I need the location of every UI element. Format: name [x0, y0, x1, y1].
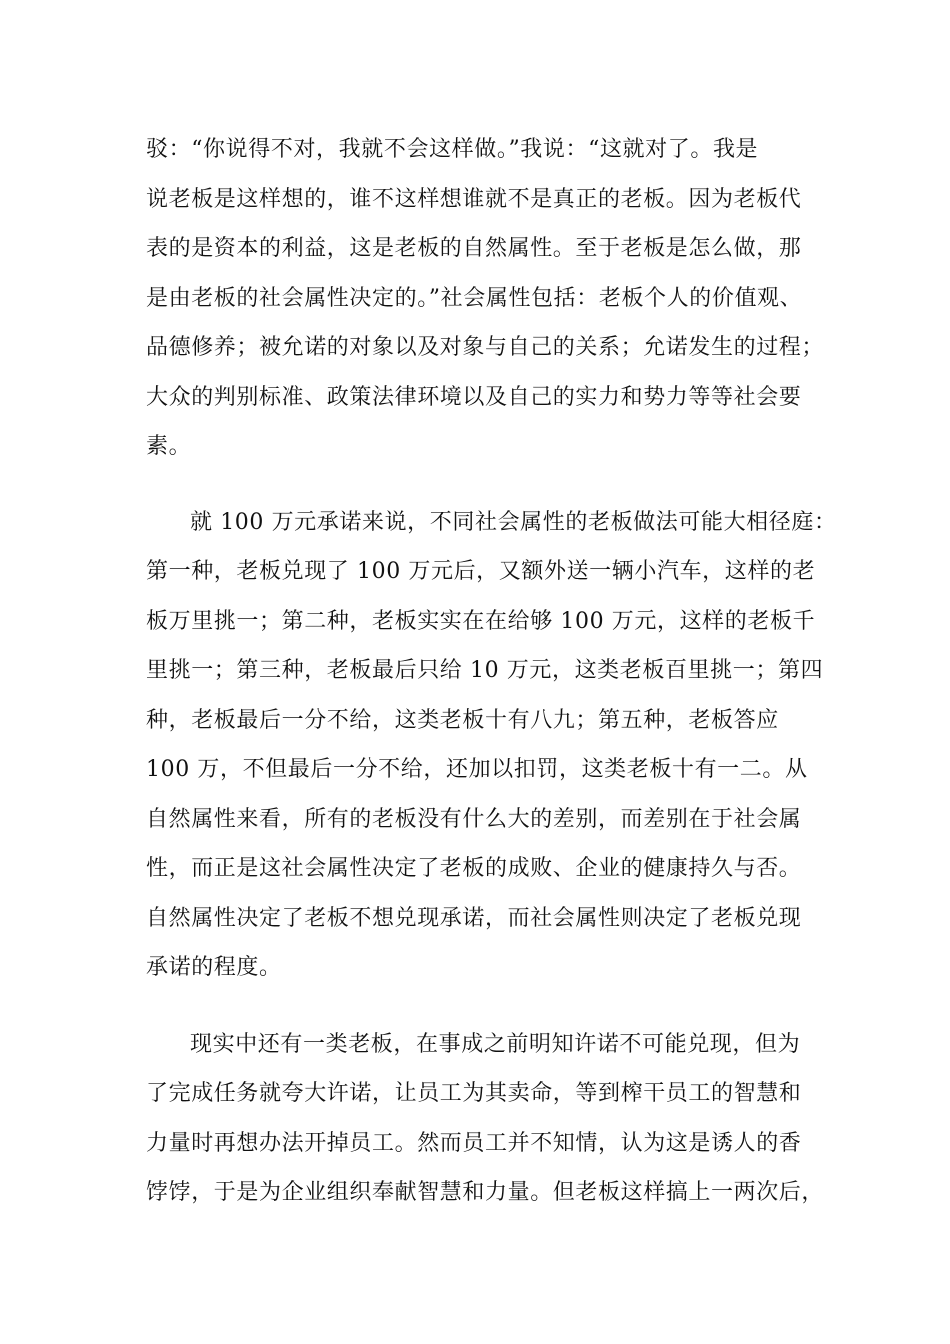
paragraph-1-line-3: 表的是资本的利益，这是老板的自然属性。至于老板是怎么做，那: [146, 236, 802, 261]
paragraph-1-line-7: 素。: [146, 434, 192, 459]
paragraph-1-line-6: 大众的判别标准、政策法律环境以及自己的实力和势力等等社会要: [146, 385, 802, 410]
paragraph-2-line-4: 里挑一；第三种，老板最后只给 10 万元，这类老板百里挑一；第四: [146, 658, 824, 683]
paragraph-2-line-2: 第一种，老板兑现了 100 万元后，又额外送一辆小汽车，这样的老: [146, 559, 816, 584]
paragraph-3-line-3: 力量时再想办法开掉员工。然而员工并不知情，认为这是诱人的香: [146, 1131, 802, 1156]
paragraph-1-line-5: 品德修养；被允诺的对象以及对象与自己的关系；允诺发生的过程；: [146, 335, 825, 360]
paragraph-2-line-3: 板万里挑一；第二种，老板实实在在给够 100 万元，这样的老板千: [146, 609, 816, 634]
paragraph-3-line-1: 现实中还有一类老板，在事成之前明知许诺不可能兑现，但为: [190, 1032, 801, 1057]
paragraph-1-line-1: 驳：“你说得不对，我就不会这样做。”我说：“这就对了。我是: [146, 137, 759, 162]
paragraph-2-line-7: 自然属性来看，所有的老板没有什么大的差别，而差别在于社会属: [146, 807, 802, 832]
paragraph-3-line-4: 饽饽，于是为企业组织奉献智慧和力量。但老板这样搞上一两次后，: [146, 1180, 825, 1205]
paragraph-1-line-2: 说老板是这样想的，谁不这样想谁就不是真正的老板。因为老板代: [146, 187, 802, 212]
paragraph-2-line-6: 100 万，不但最后一分不给，还加以扣罚，这类老板十有一二。从: [146, 757, 808, 782]
paragraph-2-line-9: 自然属性决定了老板不想兑现承诺，而社会属性则决定了老板兑现: [146, 906, 802, 931]
paragraph-3-line-2: 了完成任务就夸大许诺，让员工为其卖命，等到榨干员工的智慧和: [146, 1081, 802, 1106]
paragraph-1-line-4: 是由老板的社会属性决定的。”社会属性包括：老板个人的价值观、: [146, 286, 803, 311]
paragraph-2-line-8: 性，而正是这社会属性决定了老板的成败、企业的健康持久与否。: [146, 856, 802, 881]
paragraph-2-line-10: 承诺的程度。: [146, 955, 282, 980]
paragraph-2-line-1: 就 100 万元承诺来说，不同社会属性的老板做法可能大相径庭：: [190, 510, 837, 535]
paragraph-2-line-5: 种，老板最后一分不给，这类老板十有八九；第五种，老板答应: [146, 708, 779, 733]
